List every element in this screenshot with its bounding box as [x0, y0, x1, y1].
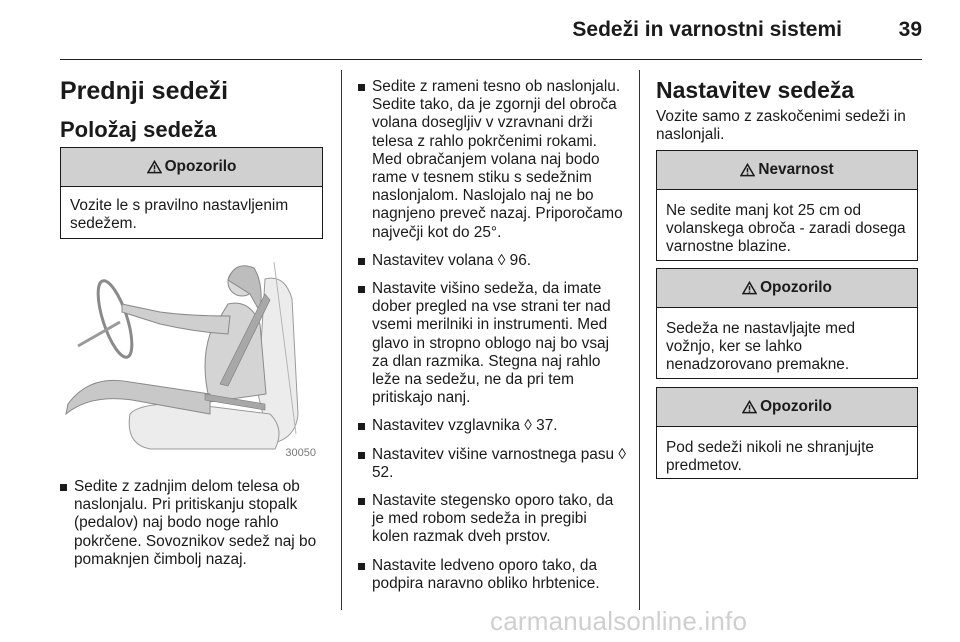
warning-box-text: Vozite le s pravilno nastavljenim sedežem. — [70, 197, 289, 233]
list-item: Nastavitev volana ◊ 96. — [358, 252, 626, 270]
warning-box-header — [61, 148, 322, 187]
section-intro: Vozite samo z zaskočenimi sedeži in naslonjali. — [656, 108, 906, 144]
warning-box — [656, 268, 918, 379]
danger-box — [656, 150, 918, 261]
section-heading: Nastavitev sedeža — [656, 77, 855, 103]
warning-triangle-icon — [742, 281, 757, 295]
page-number: 39 — [898, 18, 922, 41]
warning-box — [60, 147, 323, 239]
warning-box — [656, 387, 918, 479]
col2-bullet-list — [358, 78, 626, 603]
column-divider-left — [341, 70, 342, 610]
column-divider-right — [639, 70, 640, 610]
warning-box-title: Opozorilo — [164, 158, 237, 175]
figure-code: 30050 — [285, 447, 316, 459]
driver-seating-figure — [60, 254, 324, 460]
seat-position-illustration — [60, 254, 324, 460]
header-rule — [60, 59, 922, 60]
danger-box-header — [657, 151, 917, 190]
steering-wheel — [91, 277, 139, 361]
danger-box-text: Ne sedite manj kot 25 cm od volanskega obroča - zaradi dosega varnostne blazine. — [666, 202, 906, 256]
section-heading: Prednji sedeži — [60, 77, 229, 105]
list-item: Nastavitev vzglavnika ◊ 37. — [358, 417, 626, 435]
warning-triangle-icon — [740, 163, 755, 177]
warning-box-title: Opozorilo — [760, 398, 832, 415]
site-watermark: carmanualsonline.info — [490, 606, 748, 636]
warning-box-title: Opozorilo — [760, 279, 832, 296]
warning-triangle-icon — [742, 400, 757, 414]
danger-box-title: Nevarnost — [758, 161, 834, 178]
warning-box-header — [657, 388, 917, 427]
page-header-title: Sedeži in varnostni sistemi — [572, 18, 842, 41]
list-item: Sedite z rameni tesno ob naslonjalu. Sedite tako, da je zgornji del obroča volana dosegljiv v vzravnani drži telesa z rahlo pokrčenimi rokami. Med obračanjem volana naj bodo rame v tesnem stiku s sedežnim naslonjalom. Naslojalo naj ne bo nagnjeno preveč nazaj. Priporočamo največji kot do 25°. — [358, 78, 626, 242]
list-item: Sedite z zadnjim delom telesa ob naslonjalu. Pri pritiskanju stopalk (pedalov) naj bodo noge rahlo pokrčene. Sovoznikov sedež naj bo pomaknjen čimbolj nazaj. — [60, 478, 326, 569]
warning-box-header — [657, 269, 917, 308]
warning-triangle-icon — [147, 160, 162, 174]
col1-bullet-list — [60, 478, 326, 579]
list-item: Nastavitev višine varnostnega pasu ◊ 52. — [358, 446, 626, 482]
steering-column — [78, 322, 120, 346]
list-item: Nastavite višino sedeža, da imate dober pregled na vse strani ter nad vsemi merilniki in instrumenti. Med glavo in stropno oblogo naj bo vsaj za dlan razmika. Stegna naj rahlo leže na sedežu, ne da pri tem pritiskajo nanj. — [358, 280, 626, 407]
list-item: Nastavite ledveno oporo tako, da podpira naravno obliko hrbtenice. — [358, 557, 626, 593]
driver-arm — [122, 304, 230, 334]
list-item: Nastavite stegensko oporo tako, da je med robom sedeža in pregibi kolen razmak dveh prstov. — [358, 492, 626, 547]
warning-box-text: Pod sedeži nikoli ne shranjujte predmetov. — [666, 439, 874, 475]
section-subheading: Položaj sedeža — [60, 117, 217, 142]
warning-box-text: Sedeža ne nastavljajte med vožnjo, ker se lahko nenadzorovano premakne. — [666, 320, 856, 374]
